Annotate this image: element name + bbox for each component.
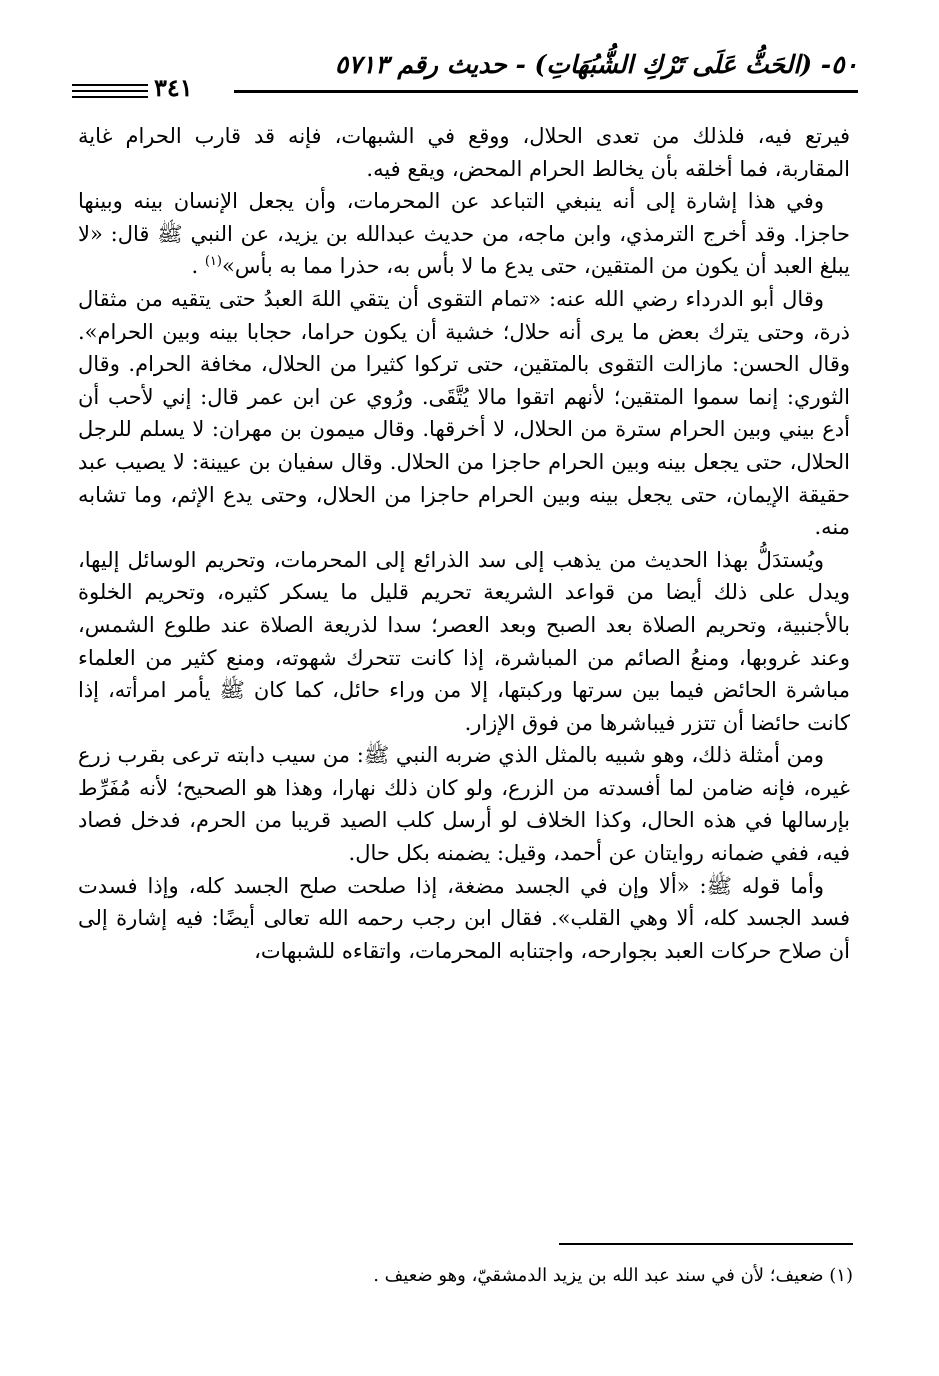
page-number-rule xyxy=(72,90,148,92)
paragraph-text: وقال أبو الدرداء رضي الله عنه: «تمام التقوى أن يتقي اللهَ العبدُ حتى يتقيه من مثقال ذرة، وحتى يترك بعض ما يرى أنه حلال؛ خشية أن يكون حراما، حجابا بينه وبين الحرام». وقال الحسن: مازالت التقوى بالمتقين، حتى تركوا كثيرا من الحلال، مخافة الحرام. وقال الثوري: إنما سموا المتقين؛ لأنهم اتقوا مالا يُتَّقَى. ورُوي عن ابن عمر قال: إني لأحب أن أدع بيني وبين الحرام سترة من الحلال، لا أخرقها. وقال ميمون بن مهران: لا يسلم للرجل الحلال، حتى يجعل بينه وبين الحرام حاجزا من الحلال. وقال سفيان بن عيينة: لا يصيب عبد حقيقة الإيمان، حتى يجعل بينه وبين الحرام حاجزا من الحلال، وحتى يدع الإثم، وما تشابه منه. xyxy=(78,286,850,540)
paragraph-text: وأما قوله ﷺ: «ألا وإن في الجسد مضغة، إذا صلحت صلح الجسد كله، وإذا فسدت فسد الجسد كله، ألا وهي القلب». فقال ابن رجب رحمه الله تعالى أيضًا: فيه إشارة إلى أن صلاح حركات العبد بجوارحه، واجتنابه المحرمات، واتقاءه للشبهات، xyxy=(78,873,850,963)
page-number: ٣٤١ xyxy=(154,73,193,102)
page-number-block xyxy=(72,73,232,104)
paragraph xyxy=(78,120,850,185)
chapter-title: ٥٠- (الحَثُّ عَلَى تَرْكِ الشُّبُهَاتِ) - حديث رقم ٥٧١٣ xyxy=(334,50,858,79)
page-header xyxy=(72,48,858,102)
paragraph xyxy=(78,185,850,283)
paragraph xyxy=(78,870,850,968)
paragraph-text: وفي هذا إشارة إلى أنه ينبغي التباعد عن المحرمات، وأن يجعل الإنسان بينه وبينها حاجزا. وقد أخرج الترمذي، وابن ماجه، من حديث عبدالله بن يزيد، عن النبي ﷺ قال: «لا يبلغ العبد أن يكون من المتقين، حتى يدع ما لا بأس به، حذرا مما به بأس» xyxy=(78,189,850,279)
paragraph-text: فيرتع فيه، فلذلك من تعدى الحلال، ووقع في الشبهات، فإنه قد قارب الحرام غاية المقاربة، فما أخلقه بأن يخالط الحرام المحض، ويقع فيه. xyxy=(78,124,850,181)
header-rule xyxy=(234,90,858,93)
paragraph xyxy=(78,283,850,544)
body-text xyxy=(78,120,850,967)
page-number-rule xyxy=(72,96,148,98)
paragraph-text: ويُستدَلُّ بهذا الحديث من يذهب إلى سد الذرائع إلى المحرمات، وتحريم الوسائل إليها، ويدل على ذلك أيضا من قواعد الشريعة تحريم قليل ما يسكر كثيره، وتحريم الخلوة بالأجنبية، وتحريم الصلاة بعد الصبح وبعد العصر؛ سدا لذريعة الصلاة عند طلوع الشمس، وعند غروبها، ومنعُ الصائم من المباشرة، إذا كانت تتحرك شهوته، ومنع كثير من العلماء مباشرة الحائض فيما بين سرتها وركبتها، إلا من وراء حائل، كما كان ﷺ يأمر امرأته، إذا كانت حائضا أن تتزر فيباشرها من فوق الإزار. xyxy=(78,547,850,735)
footnote-reference[interactable]: (١) xyxy=(204,254,222,270)
paragraph-text: ومن أمثلة ذلك، وهو شبيه بالمثل الذي ضربه النبي ﷺ: من سيب دابته ترعى بقرب زرع غيره، فإنه ضامن لما أفسدته من الزرع، ولو كان ذلك نهارا، وهذا هو الصحيح؛ لأنه مُفَرِّط بإرسالها في هذه الحال، وكذا الخلاف لو أرسل كلب الصيد قريبا من الحرم، فدخل فصاد فيه، ففي ضمانه روايتان عن أحمد، وقيل: يضمنه بكل حال. xyxy=(78,743,850,866)
page-number-rule xyxy=(72,84,148,86)
footnote: (١) ضعيف؛ لأن في سند عبد الله بن يزيد الدمشقيّ، وهو ضعيف . xyxy=(373,1265,853,1286)
footnote-separator xyxy=(559,1243,853,1245)
paragraph-text: . xyxy=(191,254,205,279)
paragraph xyxy=(78,544,850,740)
paragraph xyxy=(78,739,850,869)
